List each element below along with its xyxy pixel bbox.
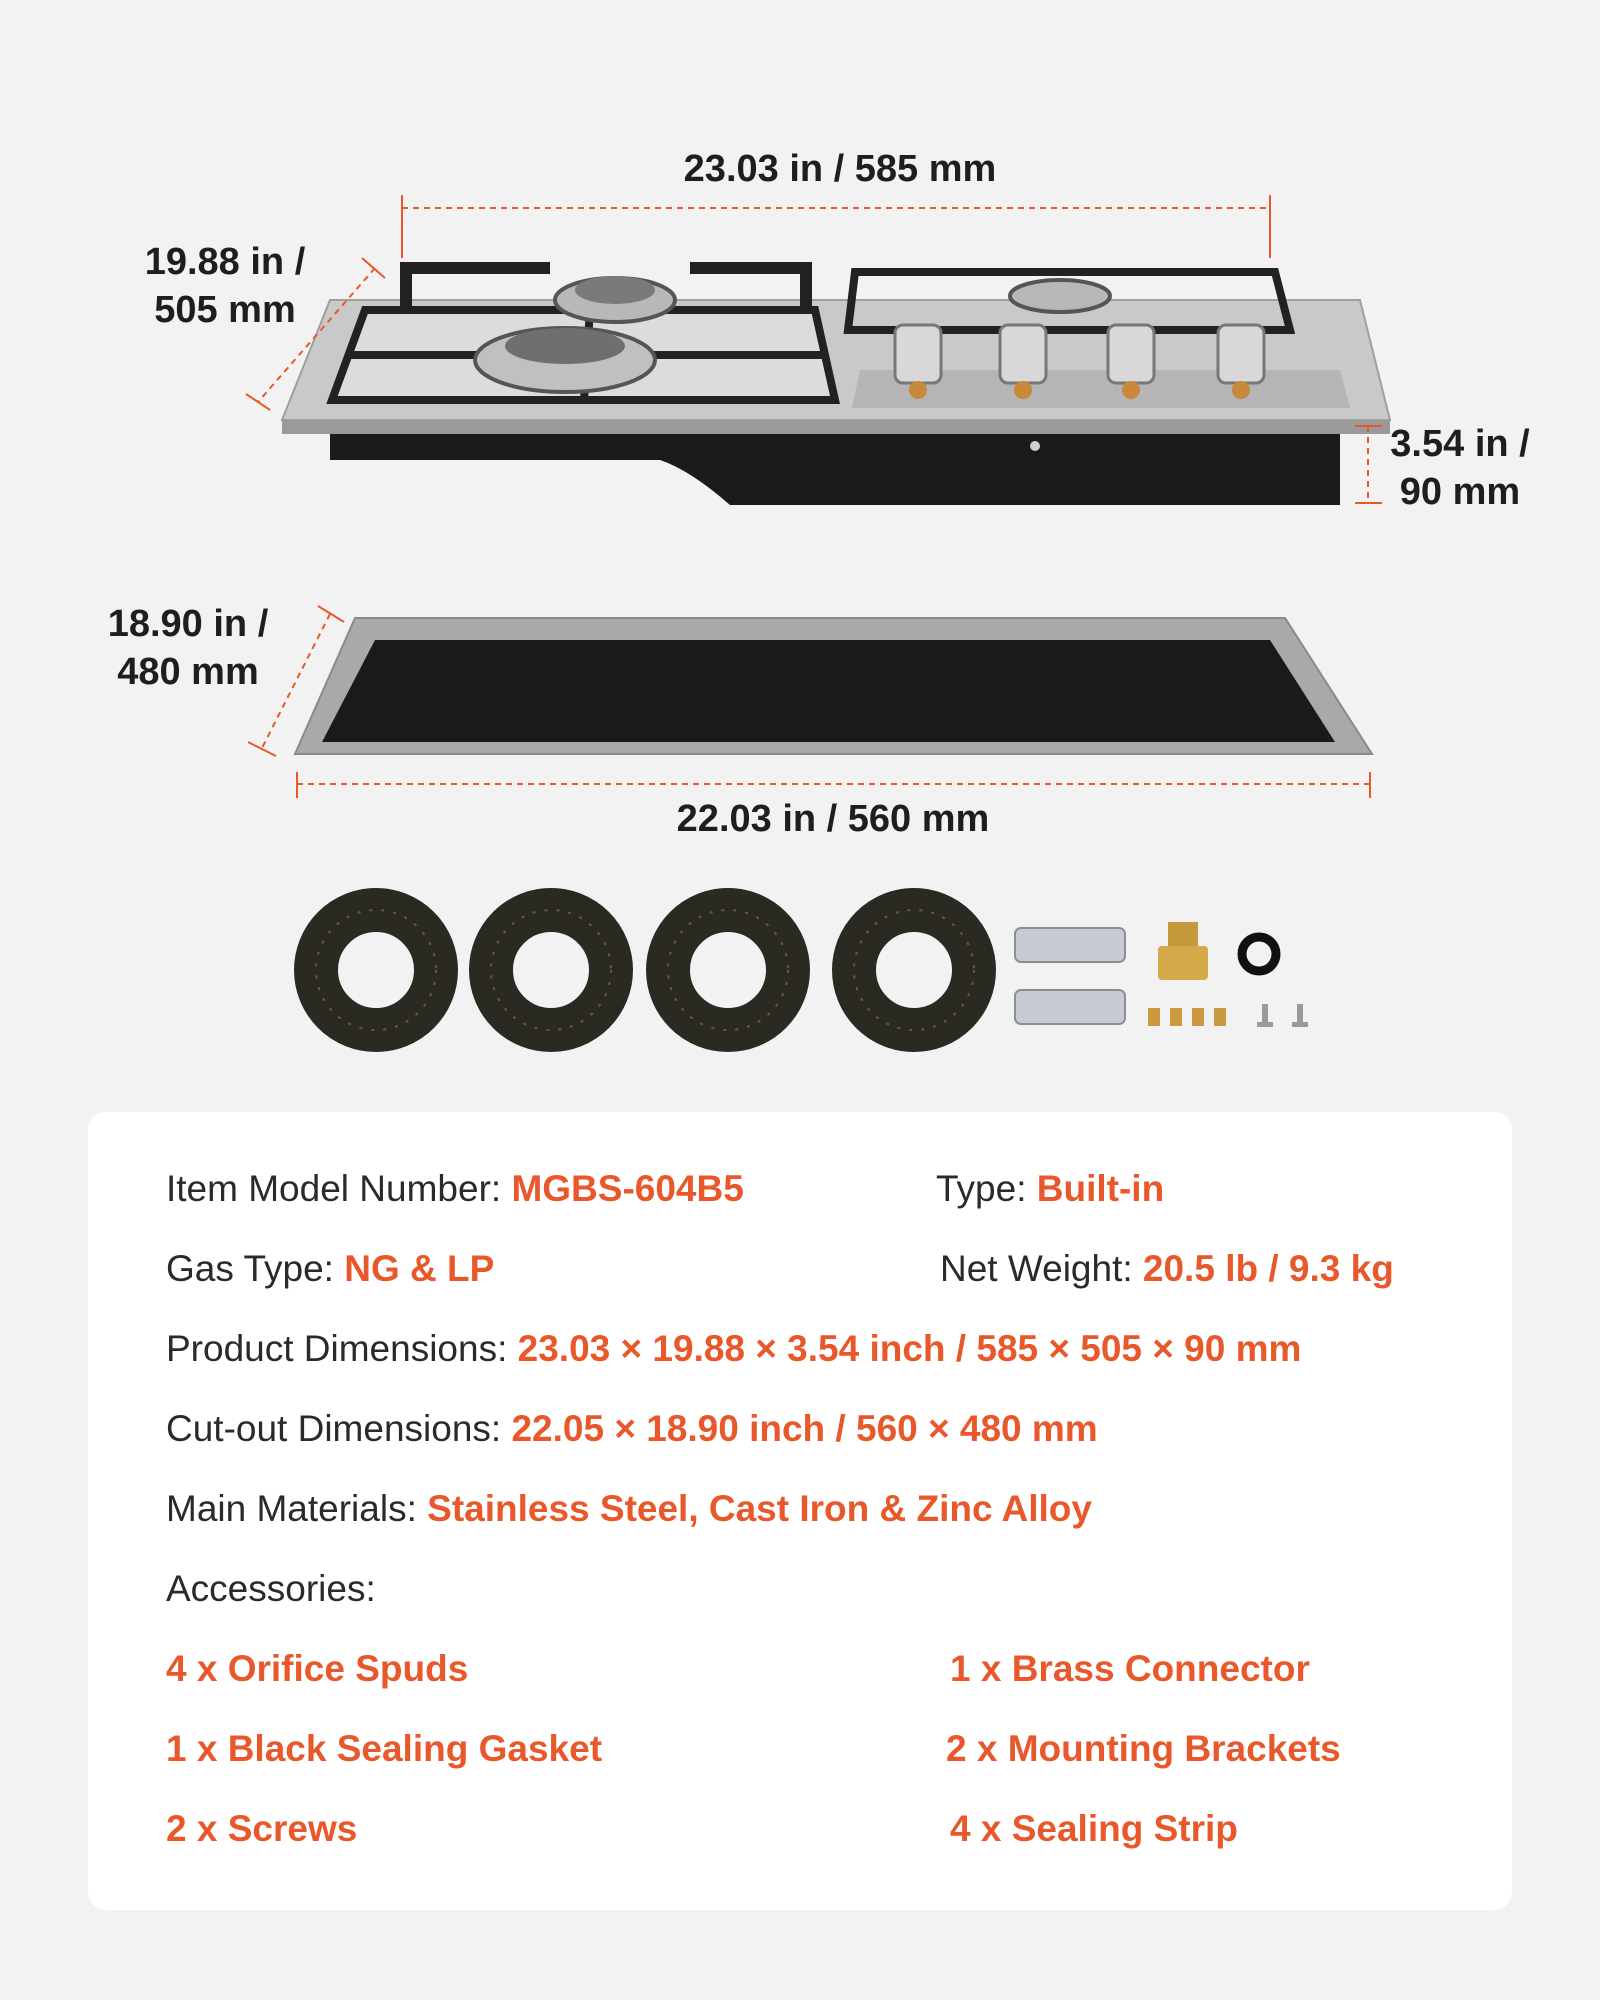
spec-materials-label: Main Materials: [166,1488,428,1529]
spec-cutout-dimensions-value: 22.05 × 18.90 inch / 560 × 480 mm [511,1408,1098,1449]
accessories-illustration [0,870,1600,1070]
spec-weight [940,1246,1394,1292]
spec-weight-label: Net Weight: [940,1248,1143,1289]
cutout-width-label: 22.03 in / 560 mm [676,798,990,840]
spec-model-value: MGBS-604B5 [511,1168,744,1209]
accessory-item: 4 x Sealing Strip [950,1808,1238,1849]
cutout-depth-label-line2: 480 mm [117,651,259,693]
accessory-item: 1 x Brass Connector [950,1648,1310,1689]
sealing-strip-ring-1 [316,910,436,1030]
accessory-item: 2 x Mounting Brackets [946,1728,1341,1769]
spec-card [88,1112,1512,1910]
spec-model [166,1166,744,1212]
sealing-strip-ring-4 [854,910,974,1030]
spec-cutout-dimensions-label: Cut-out Dimensions: [166,1408,512,1449]
sealing-strip-ring-2 [491,910,611,1030]
depth-label-line2: 505 mm [154,289,296,331]
spec-type [936,1166,1164,1212]
spec-model-label: Item Model Number: [166,1168,512,1209]
sealing-strip-ring-3 [668,910,788,1030]
accessory-item: 1 x Black Sealing Gasket [166,1728,603,1769]
top-width-label: 23.03 in / 585 mm [683,148,997,190]
depth-label-line1: 19.88 in / [144,241,306,283]
spec-gas-value: NG & LP [344,1248,495,1289]
spec-type-label: Type: [936,1168,1037,1209]
spec-gas-label: Gas Type: [166,1248,345,1289]
spec-accessories-heading [166,1566,376,1612]
spec-type-value: Built-in [1036,1168,1165,1209]
accessory-item: 4 x Orifice Spuds [166,1648,469,1689]
accessories-label: Accessories: [166,1568,376,1609]
height-label-line1: 3.54 in / [1390,423,1530,465]
spec-materials [166,1486,1092,1532]
height-label-line2: 90 mm [1399,471,1521,513]
spec-product-dimensions-label: Product Dimensions: [166,1328,518,1369]
spec-product-dimensions-value: 23.03 × 19.88 × 3.54 inch / 585 × 505 × 90 mm [517,1328,1302,1369]
cutout-depth-label-line1: 18.90 in / [107,603,269,645]
spec-gas [166,1246,494,1292]
spec-product-dimensions [166,1326,1301,1372]
spec-cutout-dimensions [166,1406,1098,1452]
spec-weight-value: 20.5 lb / 9.3 kg [1142,1248,1394,1289]
spec-materials-value: Stainless Steel, Cast Iron & Zinc Alloy [427,1488,1092,1529]
accessory-item: 2 x Screws [166,1808,358,1849]
